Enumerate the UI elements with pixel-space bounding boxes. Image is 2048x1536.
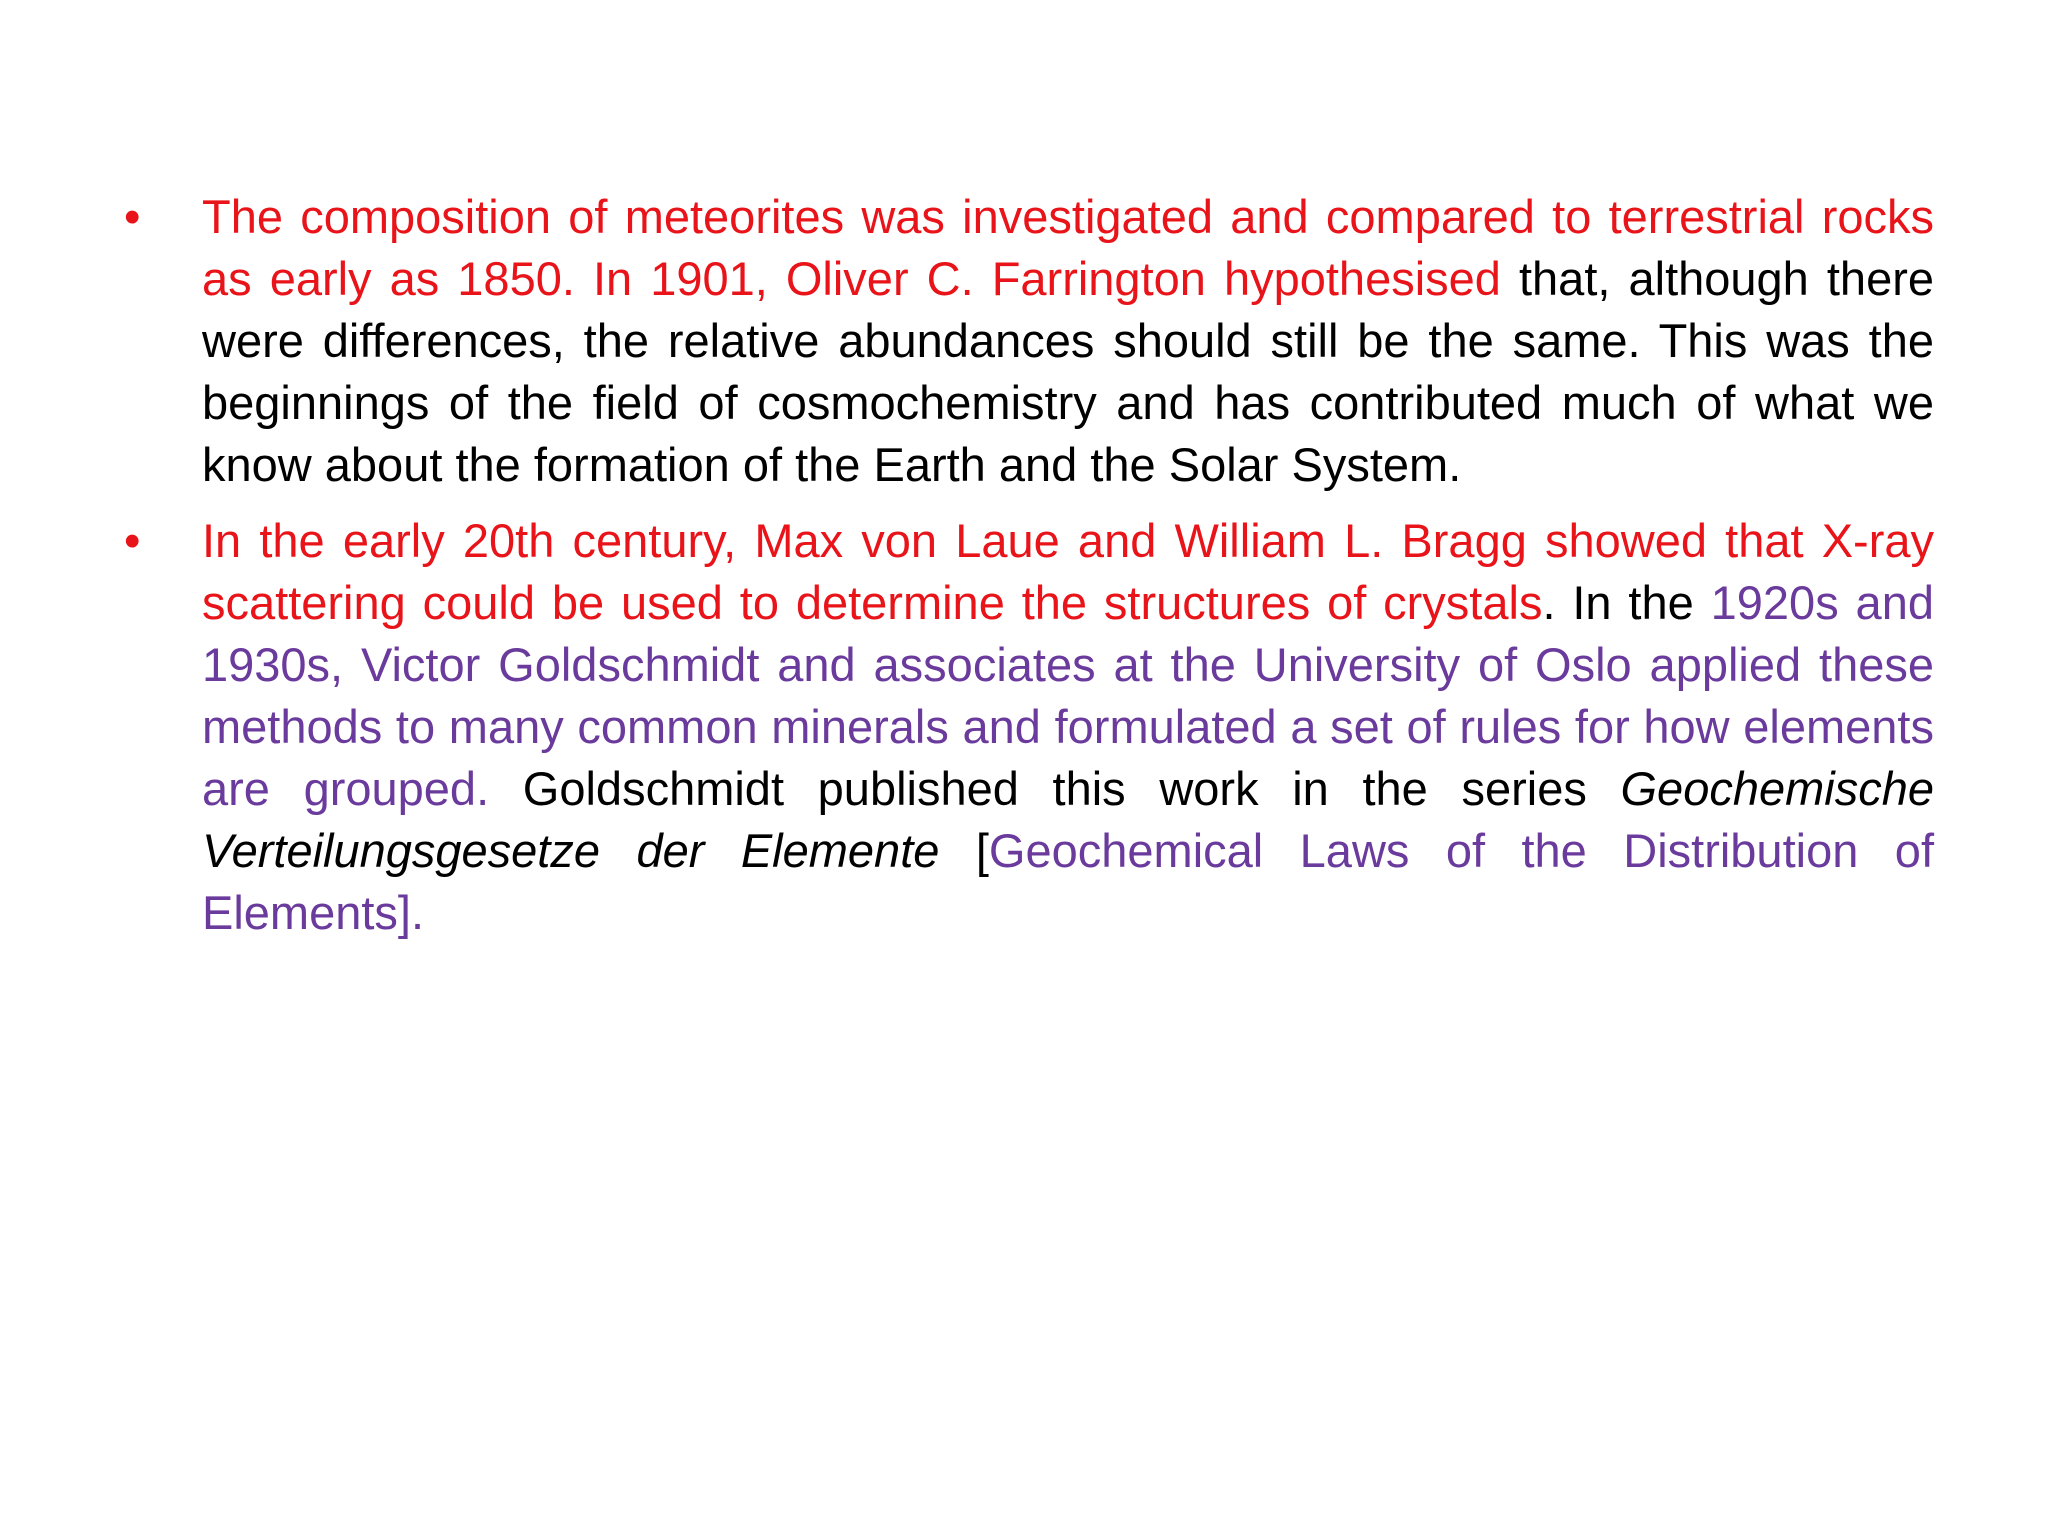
text-segment: Goldschmidt published this work in the series xyxy=(489,762,1621,815)
text-segment: The composition of meteorites was investigated and compared to terrestrial rocks as early as 1850. In 1901, Oliver C. Farrington hypothesised xyxy=(202,190,1934,305)
bullet-marker: • xyxy=(124,190,141,243)
text-segment: [ xyxy=(939,824,989,877)
book-title: Geochemische Verteilungsgesetze der Elemente xyxy=(202,762,1934,877)
bullet-list xyxy=(120,186,1934,958)
text-segment: Geochemical Laws of the Distribution of Elements]. xyxy=(202,824,1934,939)
bullet-item-crystallography xyxy=(120,510,1934,944)
text-segment: . In the xyxy=(1542,576,1711,629)
text-segment: In the early 20th century, Max von Laue and William L. Bragg showed that X-ray scattering could be used to determine the structures of crystals xyxy=(202,514,1934,629)
bullet-item-meteorites xyxy=(120,186,1934,496)
text-segment: 1920s and 1930s, Victor Goldschmidt and associates at the University of Oslo applied these methods to many common minerals and formulated a set of rules for how elements are grouped. xyxy=(202,576,1934,815)
text-segment: that, although there were differences, the relative abundances should still be the same. This was the beginnings of the field of cosmochemistry and has contributed much of what we know about the formation of the Earth and the Solar System. xyxy=(202,252,1934,491)
bullet-marker: • xyxy=(124,514,141,567)
